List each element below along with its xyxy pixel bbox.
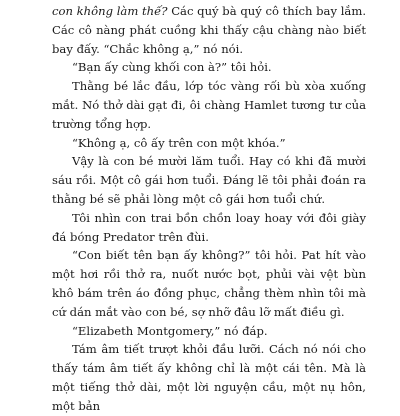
paragraph-1-text: Các quý bà quý cô thích bay lắm. Các cô nàng phát cuồng khi thấy cậu chàng nào biết bay đấy. “Chắc không ạ,” nó nói. bbox=[52, 4, 367, 56]
paragraph-3: Thằng bé lắc đầu, lớp tóc vàng rối bù xòa xuống mắt. Nó thở dài gạt đi, ôi chàng Hamlet tương tư của trường tổng hợp. bbox=[52, 79, 366, 131]
paragraph-4: “Không ạ, cô ấy trên con một khóa.” bbox=[72, 135, 286, 150]
paragraph-6: Tôi nhìn con trai bồn chồn loay hoay với đôi giày đá bóng Predator trên đùi. bbox=[52, 210, 366, 244]
body-text bbox=[52, 2, 366, 416]
paragraph-9: Tám âm tiết trượt khỏi đầu lưỡi. Cách nó nói cho thấy tám âm tiết ấy không chỉ là một cái tên. Mà là một tiếng thở dài, một lời nguyện cầu, một nụ hôn, một bản bbox=[52, 342, 366, 413]
paragraph-2: “Bạn ấy cùng khối con à?” tôi hỏi. bbox=[72, 60, 272, 75]
paragraph-7: “Con biết tên bạn ấy không?” tôi hỏi. Pat hít vào một hơi rồi thở ra, nuốt nước bọt, phủi vài vệt bùn khô bám trên áo đồng phục, chẳng thèm nhìn tôi mà cứ dán mắt vào con bé, sợ nhỡ đâu lỡ mất điều gì. bbox=[52, 248, 366, 319]
paragraph-1 bbox=[52, 2, 366, 58]
paragraph-5: Vậy là con bé mười lăm tuổi. Hay có khi đã mười sáu rồi. Một cô gái hơn tuổi. Đáng lẽ tôi phải đoán ra thằng bé sẽ phải lòng một cô gái hơn tuổi chứ. bbox=[52, 154, 366, 206]
paragraph-8: “Elizabeth Montgomery,” nó đáp. bbox=[72, 323, 268, 338]
paragraph-1-italic-lead: con không làm thế? bbox=[52, 4, 168, 18]
